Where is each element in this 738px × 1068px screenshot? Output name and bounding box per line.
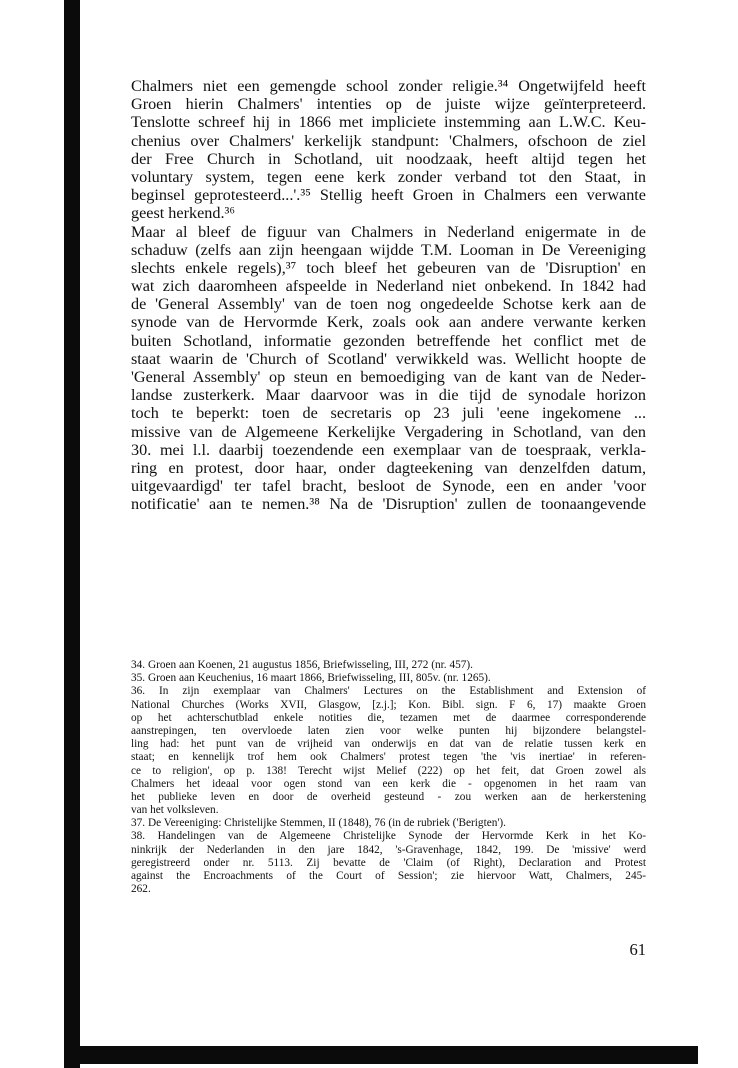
page-number: 61 (629, 940, 646, 959)
body-line: 'General Assembly' op steun en bemoediging van de kant van de Neder- (131, 368, 646, 386)
body-line: synode van de Hervormde Kerk, zoals ook aan andere verwante kerken (131, 313, 646, 332)
body-line: uitgevaardigd' ter tafel bracht, besloot de Synode, een en ander 'voor (131, 477, 646, 496)
scan-bottom-border (64, 1046, 698, 1064)
footnote-line: ling had: het punt van de vrijheid van onderwijs en dat van de relatie tussen kerk en (131, 738, 646, 751)
footnote-line: 262. (131, 883, 151, 896)
footnote-line: van het volksleven. (131, 804, 219, 817)
footnote-line: ce to religion', op p. 138! Terecht wijst Melief (222) op het feit, dat Groen zowel als (131, 764, 646, 777)
body-line: chenius over Chalmers' kerkelijk standpunt: 'Chalmers, ofschoon de ziel (131, 131, 646, 150)
footnote-line: 36. In zijn exemplaar van Chalmers' Lectures on the Establishment and Extension of (131, 685, 646, 698)
body-line: de 'General Assembly' van de toen nog ongedeelde Schotse kerk aan de (131, 295, 646, 314)
body-line: ring en protest, door haar, onder dagteekening van denzelfden datum, (131, 458, 646, 477)
body-line: wat zich daaromheen afspeelde in Nederland niet onbekend. In 1842 had (131, 277, 646, 296)
body-line: geest herkend.³⁶ (131, 204, 235, 223)
body-line: slechts enkele regels),³⁷ toch bleef het gebeuren van de 'Disruption' en (131, 258, 646, 277)
footnote-line: against the Encroachments of the Court of Session'; zie hiervoor Watt, Chalmers, 245- (131, 870, 646, 882)
body-line: Chalmers niet een gemengde school zonder religie.³⁴ Ongetwijfeld heeft (131, 77, 646, 95)
body-line: Groen hierin Chalmers' intenties op de juiste wijze geïnterpreteerd. (131, 95, 646, 114)
body-line: landse zusterkerk. Maar daarvoor was in die tijd de synodale horizon (131, 386, 646, 405)
scan-left-border (64, 0, 80, 1068)
footnote-line: op het achterschutblad enkele notities die, tezamen met de daarmee corresponderende (131, 711, 646, 724)
body-line: voluntary system, tegen eene kerk zonder verband tot den Staat, in (131, 167, 646, 186)
body-line: der Free Church in Schotland, uit noodzaak, heeft altijd tegen het (131, 149, 646, 168)
body-line: toch te beperkt: toen de secretaris op 23 juli 'eene ingekomene ... (131, 404, 646, 423)
body-line: staat waarin de 'Church of Scotland' verwikkeld was. Wellicht hoopte de (131, 349, 646, 368)
body-text (131, 77, 646, 514)
body-line: missive van de Algemeene Kerkelijke Vergadering in Schotland, van den (131, 422, 646, 441)
body-line: buiten Schotland, informatie gezonden betreffende het conflict met de (131, 331, 646, 350)
footnote-line: Chalmers het ideaal voor ogen stond van een kerk die - opgenomen in het raam van (131, 777, 646, 790)
body-line: Maar al bleef de figuur van Chalmers in Nederland enigermate in de (131, 222, 646, 241)
body-line: beginsel geprotesteerd...'.³⁵ Stellig heeft Groen in Chalmers een verwante (131, 186, 646, 205)
footnote-line: aanstrepingen, ten overvloede laten zien voor welke punten hij bijzondere belangstel- (131, 724, 646, 737)
footnote-line: National Churches (Works XVII, Glasgow, [z.j.]; Kon. Bibl. sign. F 6, 17) maakte Groen (131, 698, 646, 711)
footnote-line: geregistreerd onder nr. 5113. Zij bevatte de 'Claim (of Right), Declaration and Protest (131, 856, 646, 869)
body-line: Tenslotte schreef hij in 1866 met impliciete instemming aan L.W.C. Keu- (131, 113, 646, 132)
footnote-line: ninkrijk der Nederlanden in den jare 1842, 's-Gravenhage, 1842, 199. De 'missive' werd (131, 843, 646, 856)
footnote-line: het publieke leven en door de overheid gesteund - zou werken aan de herkerstening (131, 790, 646, 803)
footnote-line: 37. De Vereeniging: Christelijke Stemmen, II (1848), 76 (in de rubriek ('Berigten'). (131, 817, 506, 830)
footnote-line: 35. Groen aan Keuchenius, 16 maart 1866, Briefwisseling, III, 805v. (nr. 1265). (131, 672, 491, 685)
footnote-line: staat; en kennelijk trof hem ook Chalmers' protest tegen 'the 'vis inertiae' in referen- (131, 751, 646, 764)
footnotes (131, 659, 646, 896)
footnote-line: 38. Handelingen van de Algemeene Christelijke Synode der Hervormde Kerk in het Ko- (131, 830, 646, 843)
body-line: notificatie' aan te nemen.³⁸ Na de 'Disruption' zullen de toonaangevende (131, 495, 646, 514)
body-line: schaduw (zelfs aan zijn heengaan wijdde T.M. Looman in De Vereeniging (131, 240, 646, 259)
body-line: 30. mei l.l. daarbij toezendende een exemplaar van de toespraak, verkla- (131, 440, 646, 459)
footnote-line: 34. Groen aan Koenen, 21 augustus 1856, Briefwisseling, III, 272 (nr. 457). (131, 659, 473, 671)
